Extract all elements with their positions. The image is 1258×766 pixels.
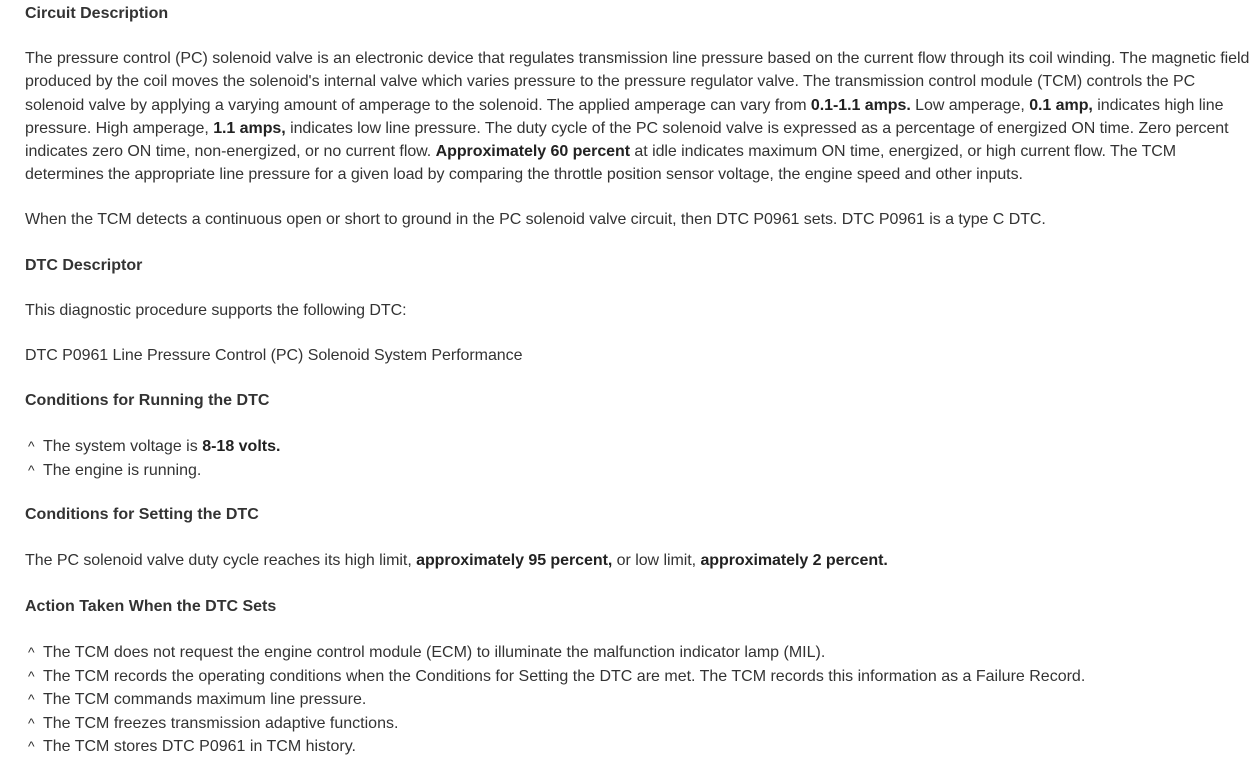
conditions-running-list <box>25 435 280 482</box>
conditions-setting-heading: Conditions for Setting the DTC <box>25 506 259 523</box>
caret-icon: ^ <box>28 438 35 454</box>
circuit-description-heading: Circuit Description <box>25 5 169 22</box>
caret-icon: ^ <box>28 461 35 478</box>
action-taken-heading: Action Taken When the DTC Sets <box>25 598 277 615</box>
caret-icon: ^ <box>28 644 35 660</box>
dtc-descriptor-dtc: DTC P0961 Line Pressure Control (PC) Solenoid System Performance <box>25 347 523 364</box>
caret-icon: ^ <box>28 691 35 708</box>
list-item: ^ The engine is running. <box>25 459 280 483</box>
caret-icon: ^ <box>28 714 35 731</box>
list-item: ^ The system voltage is 8-18 volts. <box>25 435 280 459</box>
list-item: ^ The TCM records the operating conditions when the Conditions for Setting the DTC are met. The TCM records this information as a Failure Record. <box>25 665 1085 689</box>
dtc-descriptor-heading: DTC Descriptor <box>25 257 143 274</box>
list-item: ^ The TCM stores DTC P0961 in TCM history. <box>25 735 1085 759</box>
circuit-description-paragraph-2: When the TCM detects a continuous open or short to ground in the PC solenoid valve circuit, then DTC P0961 sets. DTC P0961 is a type C DTC. <box>25 211 1046 228</box>
dtc-descriptor-intro: This diagnostic procedure supports the following DTC: <box>25 302 407 319</box>
conditions-setting-paragraph: The PC solenoid valve duty cycle reaches its high limit, approximately 95 percent, or low limit, approximately 2 percent. <box>25 552 888 569</box>
list-item: ^ The TCM commands maximum line pressure. <box>25 688 1085 712</box>
circuit-description-paragraph: The pressure control (PC) solenoid valve is an electronic device that regulates transmission line pressure based on the current flow through its coil winding. The magnetic field produced by the coil moves the solenoid's internal valve which varies pressure to the pressure regulator valve. The transmission control module (TCM) controls the PC solenoid valve by applying a varying amount of amperage to the solenoid. The applied amperage can vary from 0.1-1.1 amps. Low amperage, 0.1 amp, indicates high line pressure. High amperage, 1.1 amps, indicates low line pressure. The duty cycle of the PC solenoid valve is expressed as a percentage of energized ON time. Zero percent indicates zero ON time, non-energized, or no current flow. Approximately 60 percent at idle indicates maximum ON time, energized, or high current flow. The TCM determines the appropriate line pressure for a given load by comparing the throttle position sensor voltage, the engine speed and other inputs. <box>25 50 1250 184</box>
conditions-running-heading: Conditions for Running the DTC <box>25 392 270 409</box>
list-item: ^ The TCM freezes transmission adaptive functions. <box>25 712 1085 736</box>
caret-icon: ^ <box>28 667 35 684</box>
list-item: ^ The TCM does not request the engine control module (ECM) to illuminate the malfunction indicator lamp (MIL). <box>25 641 1085 665</box>
action-taken-list <box>25 641 1085 759</box>
caret-icon: ^ <box>28 738 35 755</box>
